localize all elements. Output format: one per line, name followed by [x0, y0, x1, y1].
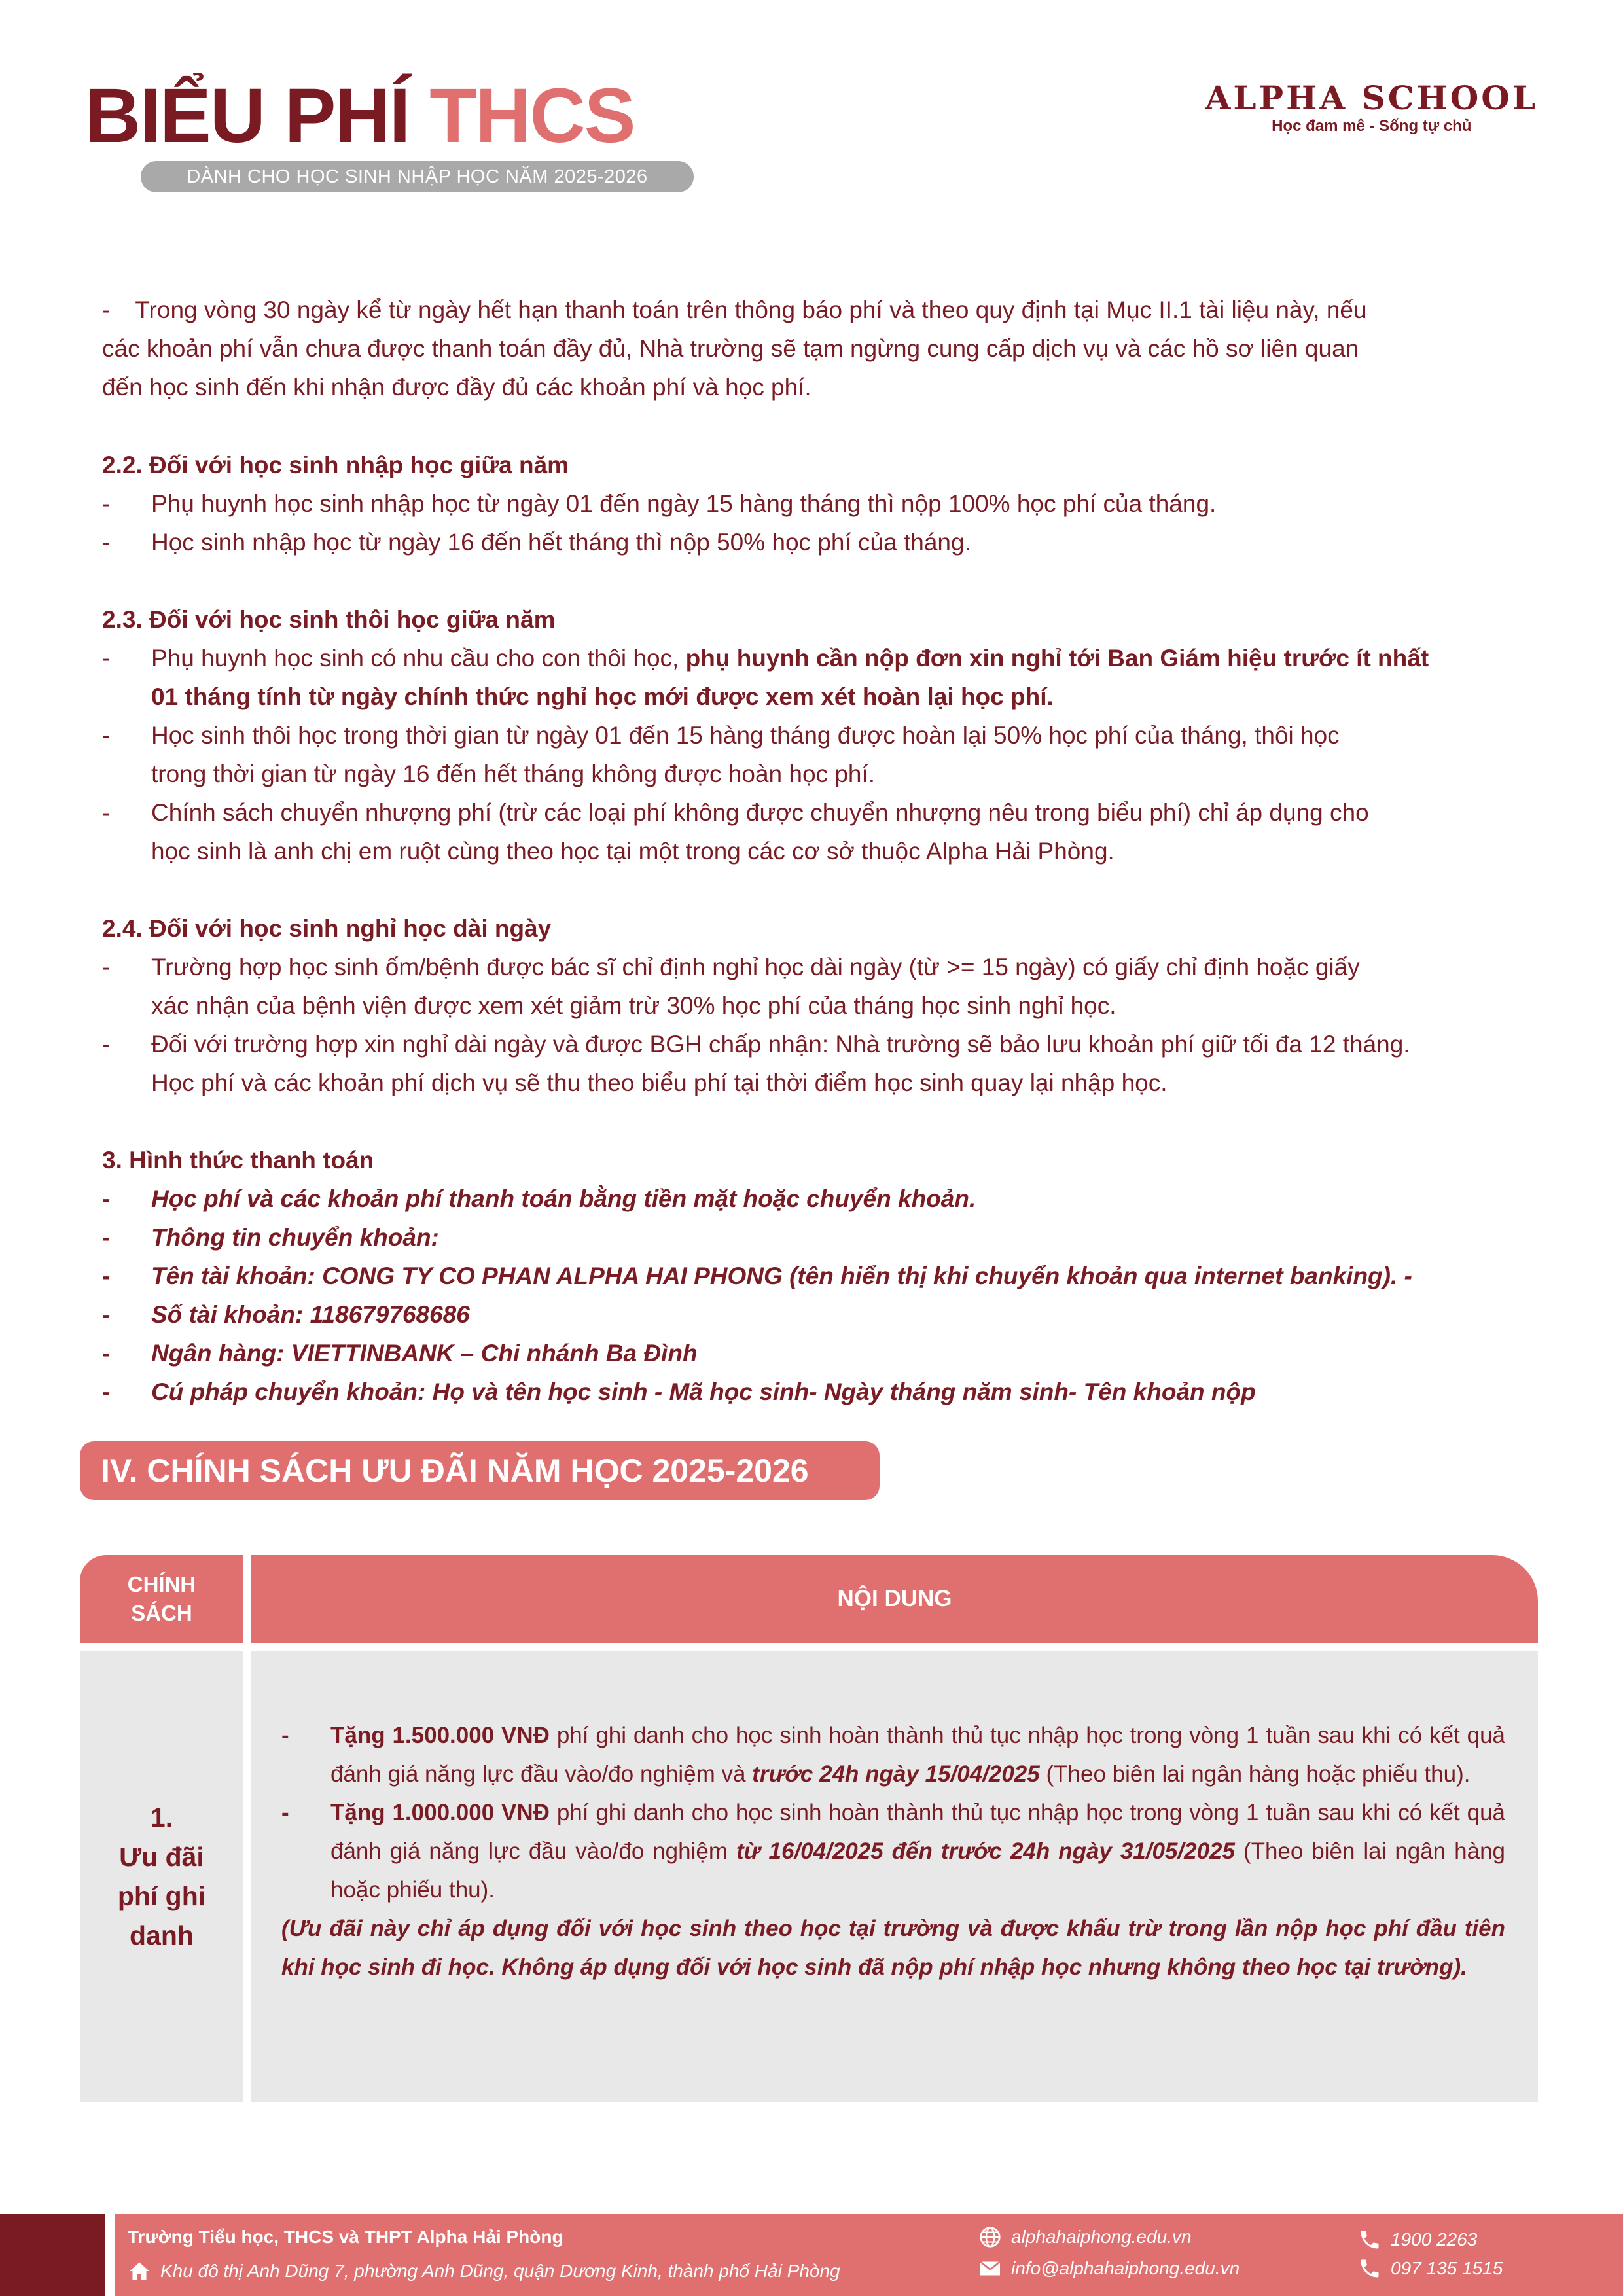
list-item: - Tặng 1.000.000 VNĐ phí ghi danh cho học sinh hoàn thành thủ tục nhập học trong vòng 1 tuần sau khi có kết quả đánh giá năng lực đầu vào/đo nghiệm từ 16/04/2025 đến trước 24h ngày 31/05/2025 (Theo biên lai ngân hàng hoặc phiếu thu).	[281, 1800, 1506, 1903]
intro-line-1: Trong vòng 30 ngày kể từ ngày hết hạn thanh toán trên thông báo phí và theo quy định tại Mục II.1 tài liệu này, nếu	[135, 296, 1367, 323]
mail-icon	[978, 2257, 1002, 2280]
brand-slogan: Học đam mê - Sống tự chủ	[1272, 117, 1472, 135]
section-3	[102, 1141, 1412, 1411]
title-part1: BIỂU PHÍ	[85, 73, 410, 159]
list-item: - Thông tin chuyển khoản:	[102, 1224, 439, 1251]
section-2-3-heading: 2.3. Đối với học sinh thôi học giữa năm	[102, 606, 556, 633]
intro-line-3: đến học sinh đến khi nhận được đầy đủ các khoản phí và học phí.	[102, 374, 812, 401]
table-header-policy: CHÍNH SÁCH	[80, 1555, 243, 1643]
list-item: - Học phí và các khoản phí thanh toán bằng tiền mặt hoặc chuyển khoản.	[102, 1185, 976, 1212]
list-item: - Tên tài khoản: CONG TY CO PHAN ALPHA HAI PHONG (tên hiển thị khi chuyển khoản qua internet banking). -	[102, 1263, 1412, 1289]
subtitle-pill: DÀNH CHO HỌC SINH NHẬP HỌC NĂM 2025-2026	[141, 161, 694, 192]
globe-icon	[978, 2225, 1002, 2249]
intro-paragraph	[102, 291, 1367, 406]
footer-school: Trường Tiểu học, THCS và THPT Alpha Hải Phòng	[128, 2227, 563, 2247]
list-item: - Chính sách chuyển nhượng phí (trừ các loại phí không được chuyển nhượng nêu trong biểu phí) chỉ áp dụng cho học sinh là anh chị em ruột cùng theo học tại một trong các cơ sở thuộc Alpha Hải Phòng.	[102, 799, 1369, 865]
footer-email[interactable]: info@alphahaiphong.edu.vn	[978, 2257, 1240, 2280]
table-cell-content	[251, 1651, 1538, 2102]
phone-icon	[1358, 2257, 1382, 2280]
list-item: - Cú pháp chuyển khoản: Họ và tên học sinh - Mã học sinh- Ngày tháng năm sinh- Tên khoản nộp	[102, 1378, 1256, 1405]
intro-dash: -	[102, 296, 111, 323]
section-4-banner: IV. CHÍNH SÁCH ƯU ĐÃI NĂM HỌC 2025-2026	[80, 1441, 880, 1500]
section-2-2-heading: 2.2. Đối với học sinh nhập học giữa năm	[102, 452, 569, 478]
home-icon	[128, 2259, 151, 2283]
footer-phone-2[interactable]: 097 135 1515	[1358, 2257, 1503, 2280]
page-title	[85, 73, 635, 159]
list-item: - Tặng 1.500.000 VNĐ phí ghi danh cho học sinh hoàn thành thủ tục nhập học trong vòng 1 tuần sau khi có kết quả đánh giá năng lực đầu vào/đo nghiệm và trước 24h ngày 15/04/2025 (Theo biên lai ngân hàng hoặc phiếu thu).	[281, 1723, 1506, 1787]
brand-name: ALPHA SCHOOL	[1205, 79, 1538, 117]
title-part2: THCS	[429, 73, 635, 159]
list-item: - Ngân hàng: VIETTINBANK – Chi nhánh Ba Đình	[102, 1340, 698, 1367]
intro-line-2: các khoản phí vẫn chưa được thanh toán đầy đủ, Nhà trường sẽ tạm ngừng cung cấp dịch vụ và các hồ sơ liên quan	[102, 335, 1359, 362]
policy-note: (Ưu đãi này chỉ áp dụng đối với học sinh theo học tại trường và được khấu trừ trong lần nộp học phí đầu tiên khi học sinh đi học. Không áp dụng đối với học sinh đã nộp phí nhập học nhưng không theo học tại trường).	[281, 1916, 1505, 1980]
footer-accent	[0, 2214, 105, 2296]
footer-website[interactable]: alphahaiphong.edu.vn	[978, 2225, 1192, 2249]
list-item: - Học sinh nhập học từ ngày 16 đến hết tháng thì nộp 50% học phí của tháng.	[102, 529, 971, 556]
list-item: - Trường hợp học sinh ốm/bệnh được bác sĩ chỉ định nghỉ học dài ngày (từ >= 15 ngày) có giấy chỉ định hoặc giấy xác nhận của bệnh viện được xem xét giảm trừ 30% học phí của tháng học sinh nghỉ học.	[102, 954, 1360, 1019]
phone-icon	[1358, 2228, 1382, 2251]
list-item: - Đối với trường hợp xin nghỉ dài ngày và được BGH chấp nhận: Nhà trường sẽ bảo lưu khoản phí giữ tối đa 12 tháng. Học phí và các khoản phí dịch vụ sẽ thu theo biểu phí tại thời điểm học sinh quay lại nhập học.	[102, 1031, 1410, 1096]
section-2-2	[102, 446, 1216, 562]
brand-logo	[1205, 80, 1538, 135]
section-2-4-heading: 2.4. Đối với học sinh nghỉ học dài ngày	[102, 915, 552, 942]
list-item: - Số tài khoản: 118679768686	[102, 1301, 470, 1328]
section-2-4	[102, 909, 1410, 1102]
section-2-3	[102, 600, 1429, 870]
list-item: - Học sinh thôi học trong thời gian từ ngày 01 đến 15 hàng tháng được hoàn lại 50% học phí của tháng, thôi học trong thời gian từ ngày 16 đến hết tháng không được hoàn học phí.	[102, 722, 1340, 787]
list-item: - Phụ huynh học sinh có nhu cầu cho con thôi học, phụ huynh cần nộp đơn xin nghỉ tới Ban Giám hiệu trước ít nhất 01 tháng tính từ ngày chính thức nghỉ học mới được xem xét hoàn lại học phí.	[102, 645, 1429, 710]
footer-phone-1[interactable]: 1900 2263	[1358, 2228, 1477, 2251]
table-cell-policy: 1. Ưu đãi phí ghi danh	[80, 1651, 243, 2102]
footer-address: Khu đô thị Anh Dũng 7, phường Anh Dũng, quận Dương Kinh, thành phố Hải Phòng	[128, 2259, 840, 2283]
table-header-content: NỘI DUNG	[251, 1555, 1538, 1643]
footer	[115, 2214, 1623, 2296]
list-item: - Phụ huynh học sinh nhập học từ ngày 01 đến ngày 15 hàng tháng thì nộp 100% học phí của tháng.	[102, 490, 1217, 517]
section-3-heading: 3. Hình thức thanh toán	[102, 1147, 374, 1174]
